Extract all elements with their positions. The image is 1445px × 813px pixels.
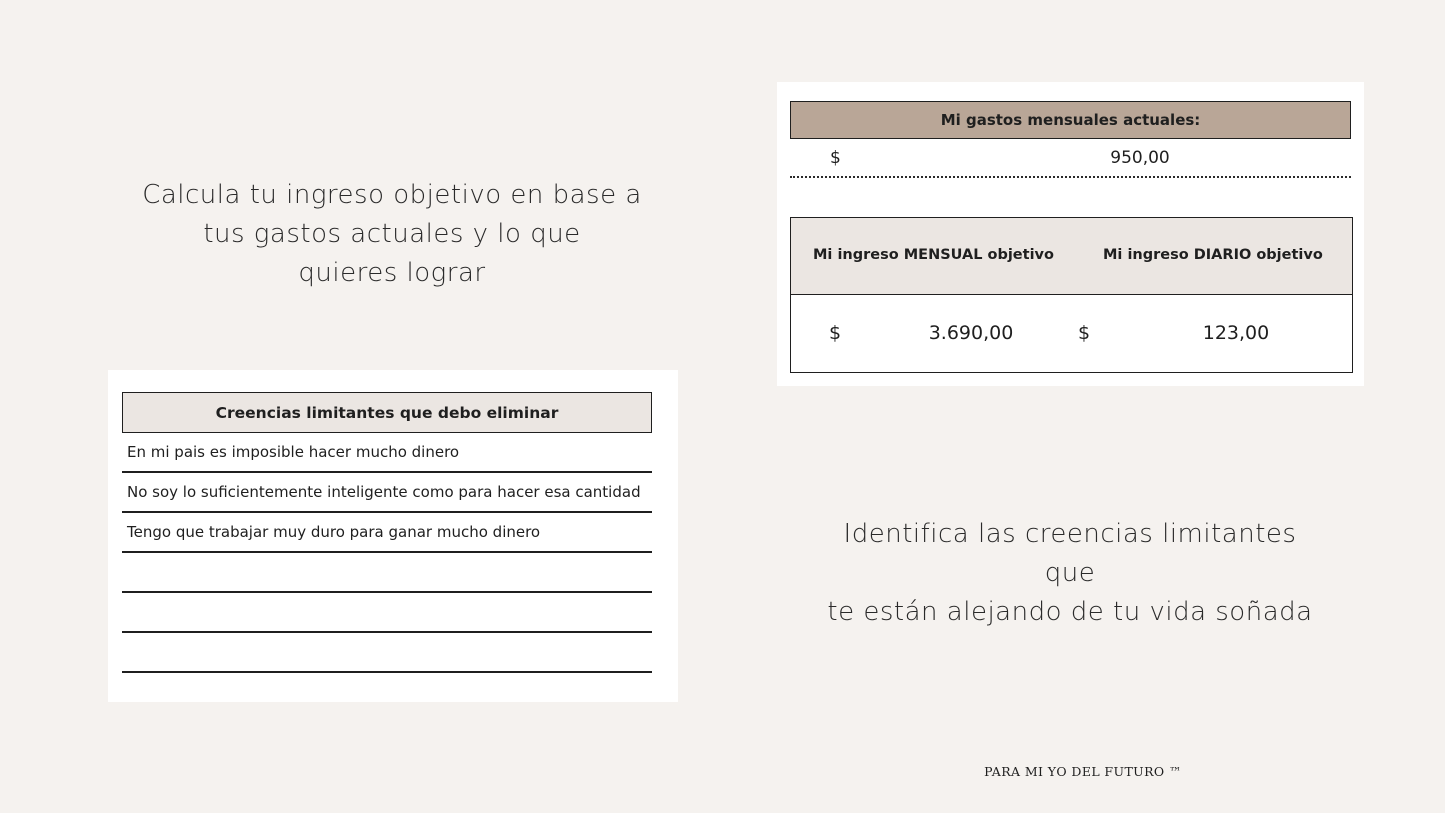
- monthly-income-header: Mi ingreso MENSUAL objetivo: [813, 247, 1054, 263]
- instruction-line: quieres lograr: [298, 258, 486, 288]
- daily-income-value[interactable]: 123,00: [1202, 322, 1270, 344]
- income-target-table: [790, 217, 1353, 373]
- beliefs-list: [122, 433, 652, 673]
- income-instruction: [142, 176, 642, 293]
- belief-row[interactable]: [122, 633, 652, 673]
- monthly-income-value[interactable]: 3.690,00: [928, 322, 1014, 344]
- expenses-currency: $: [830, 148, 841, 168]
- instruction-line: Calcula tu ingreso objetivo en base a: [142, 180, 642, 210]
- instruction-line: Identifica las creencias limitantes que: [843, 519, 1297, 588]
- belief-row[interactable]: [122, 553, 652, 593]
- expenses-row: [790, 140, 1351, 178]
- income-card: [777, 82, 1364, 386]
- daily-currency: $: [1078, 322, 1091, 344]
- beliefs-header: Creencias limitantes que debo eliminar: [122, 392, 652, 433]
- beliefs-card: [108, 370, 678, 702]
- belief-row[interactable]: En mi pais es imposible hacer mucho dinero: [122, 433, 652, 473]
- expenses-header: Mi gastos mensuales actuales:: [790, 101, 1351, 139]
- belief-row[interactable]: Tengo que trabajar muy duro para ganar mucho dinero: [122, 513, 652, 553]
- beliefs-instruction: [820, 515, 1320, 632]
- expenses-value[interactable]: 950,00: [1110, 148, 1170, 168]
- belief-row[interactable]: No soy lo suficientemente inteligente como para hacer esa cantidad: [122, 473, 652, 513]
- instruction-line: tus gastos actuales y lo que: [203, 219, 581, 249]
- income-table-header: [791, 218, 1352, 295]
- instruction-line: te están alejando de tu vida soñada: [827, 597, 1313, 627]
- monthly-currency: $: [829, 322, 842, 344]
- belief-row[interactable]: [122, 593, 652, 633]
- daily-income-header: Mi ingreso DIARIO objetivo: [1103, 247, 1323, 263]
- brand-footer: PARA MI YO DEL FUTURO ™: [984, 764, 1182, 779]
